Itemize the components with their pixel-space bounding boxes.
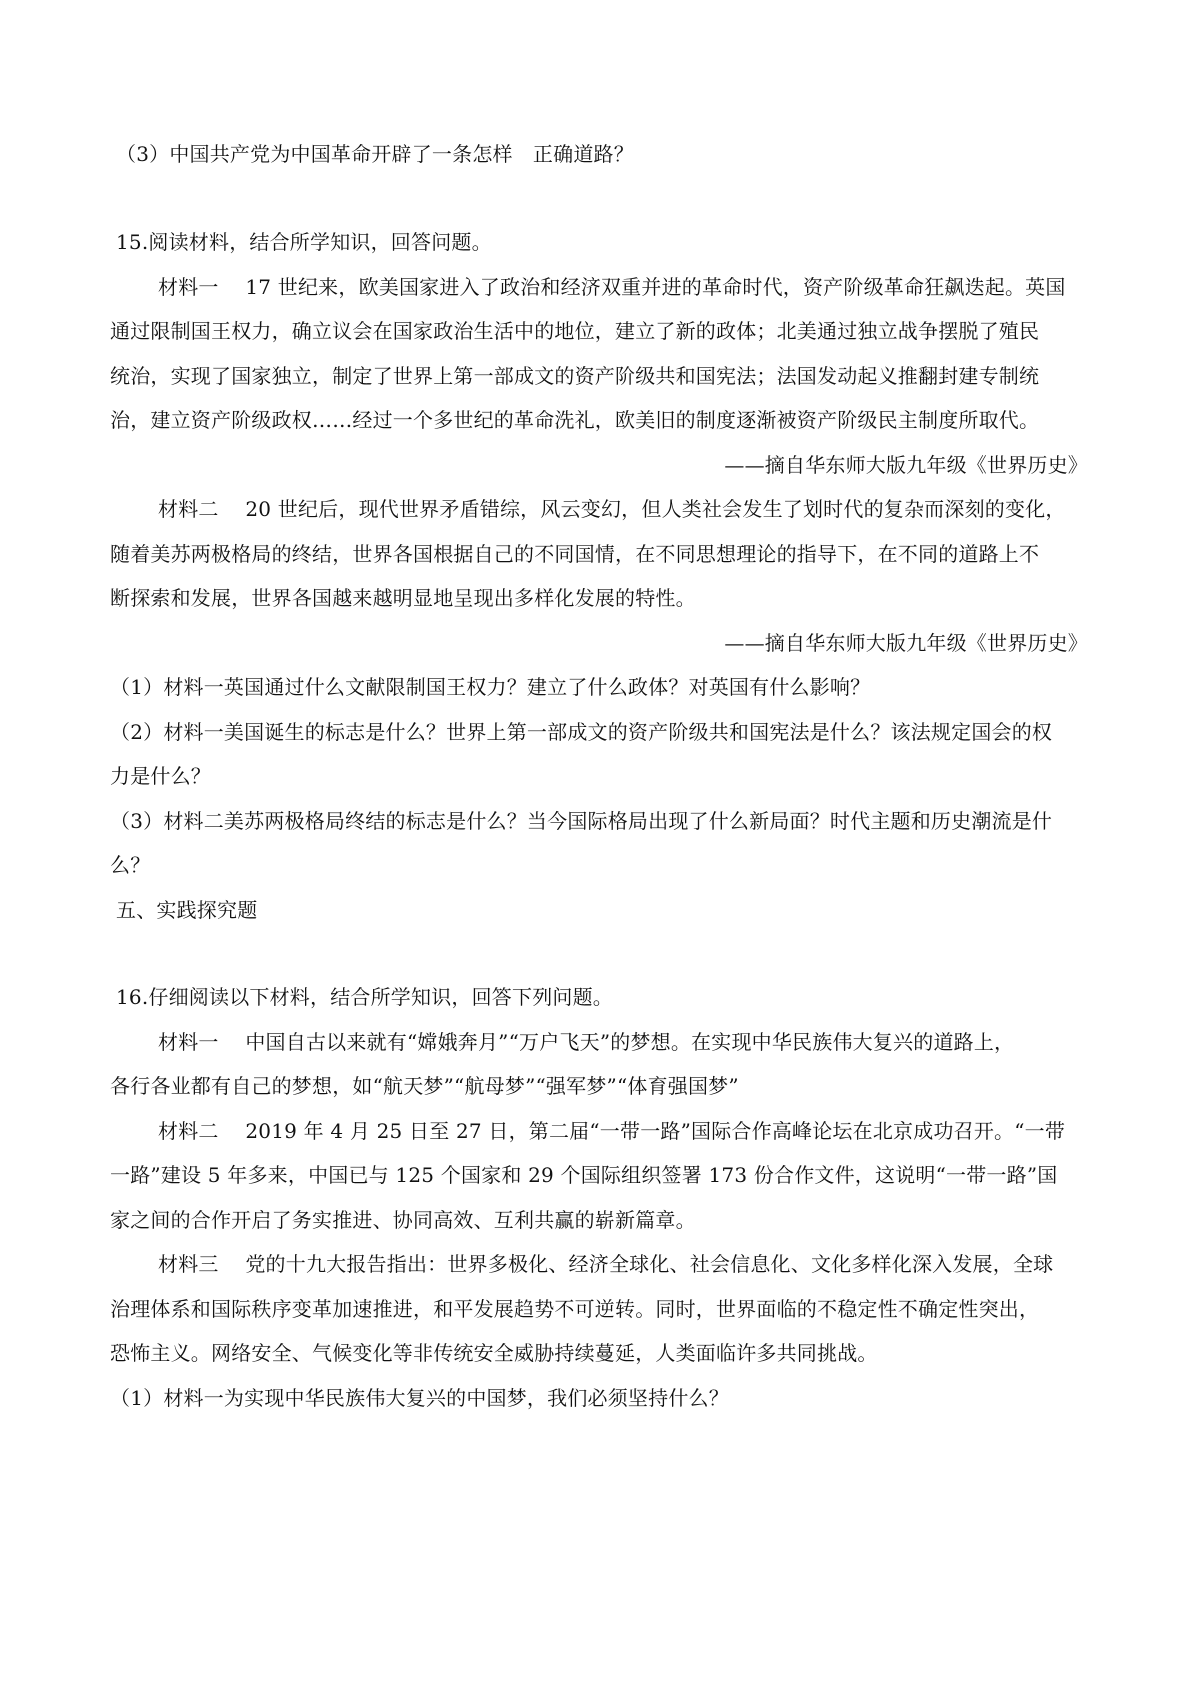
q16-material-2-line-3: 家之间的合作开启了务实推进、协同高效、互利共赢的崭新篇章。 <box>110 1208 696 1232</box>
q16-material-3-line-2: 治理体系和国际秩序变革加速推进，和平发展趋势不可逆转。同时，世界面临的不稳定性不确定性突出， <box>110 1297 1040 1321</box>
q16-material-1-line-1: 材料一 中国自古以来就有“嫦娥奔月”“万户飞天”的梦想。在实现中华民族伟大复兴的道路上， <box>158 1030 1015 1054</box>
q15-material-1-line-1: 材料一 17 世纪来，欧美国家进入了政治和经济双重并进的革命时代，资产阶级革命狂飙迭起。英国 <box>158 275 1066 299</box>
q15-material-2-line-1: 材料二 20 世纪后，现代世界矛盾错综，风云变幻，但人类社会发生了划时代的复杂而深刻的变化， <box>158 497 1066 521</box>
q15-question-2-line-1: （2）材料一美国诞生的标志是什么？世界上第一部成文的资产阶级共和国宪法是什么？该法规定国会的权 <box>110 720 1053 744</box>
q15-material-1-source: ——摘自华东师大版九年级《世界历史》 <box>724 453 1088 477</box>
question-14-part-3: （3）中国共产党为中国革命开辟了一条怎样 正确道路？ <box>116 142 634 166</box>
q15-material-2-line-2: 随着美苏两极格局的终结，世界各国根据自己的不同国情，在不同思想理论的指导下，在不同的道路上不 <box>110 542 1040 566</box>
q15-question-1: （1）材料一英国通过什么文献限制国王权力？建立了什么政体？对英国有什么影响？ <box>110 675 871 699</box>
q16-material-1-line-2: 各行各业都有自己的梦想，如“航天梦”“航母梦”“强军梦”“体育强国梦” <box>110 1074 739 1098</box>
q15-material-2-line-3: 断探索和发展，世界各国越来越明显地呈现出多样化发展的特性。 <box>110 586 696 610</box>
q15-material-1-line-3: 统治，实现了国家独立，制定了世界上第一部成文的资产阶级共和国宪法；法国发动起义推翻封建专制统 <box>110 364 1040 388</box>
q16-material-3-line-3: 恐怖主义。网络安全、气候变化等非传统安全威胁持续蔓延，人类面临许多共同挑战。 <box>110 1341 878 1365</box>
section-5-title: 五、实践探究题 <box>116 898 258 922</box>
q15-question-3-line-2: 么？ <box>110 853 151 877</box>
q15-material-2-source: ——摘自华东师大版九年级《世界历史》 <box>724 631 1088 655</box>
q15-question-2-line-2: 力是什么？ <box>110 764 211 788</box>
question-15-stem: 15.阅读材料，结合所学知识，回答问题。 <box>116 230 492 254</box>
q16-material-3-line-1: 材料三 党的十九大报告指出：世界多极化、经济全球化、社会信息化、文化多样化深入发展，全球 <box>158 1252 1054 1276</box>
q15-material-1-line-2: 通过限制国王权力，确立议会在国家政治生活中的地位，建立了新的政体；北美通过独立战争摆脱了殖民 <box>110 319 1040 343</box>
q15-question-3-line-1: （3）材料二美苏两极格局终结的标志是什么？当今国际格局出现了什么新局面？时代主题和历史潮流是什 <box>110 809 1053 833</box>
q16-question-1: （1）材料一为实现中华民族伟大复兴的中国梦，我们必须坚持什么？ <box>110 1386 729 1410</box>
question-16-stem: 16.仔细阅读以下材料，结合所学知识，回答下列问题。 <box>116 985 614 1009</box>
q16-material-2-line-2: 一路”建设 5 年多来，中国已与 125 个国家和 29 个国际组织签署 173 份合作文件，这说明“一带一路”国 <box>110 1163 1058 1187</box>
q15-material-1-line-4: 治，建立资产阶级政权……经过一个多世纪的革命洗礼，欧美旧的制度逐渐被资产阶级民主制度所取代。 <box>110 408 1040 432</box>
q16-material-2-line-1: 材料二 2019 年 4 月 25 日至 27 日，第二届“一带一路”国际合作高峰论坛在北京成功召开。“一带 <box>158 1119 1066 1143</box>
